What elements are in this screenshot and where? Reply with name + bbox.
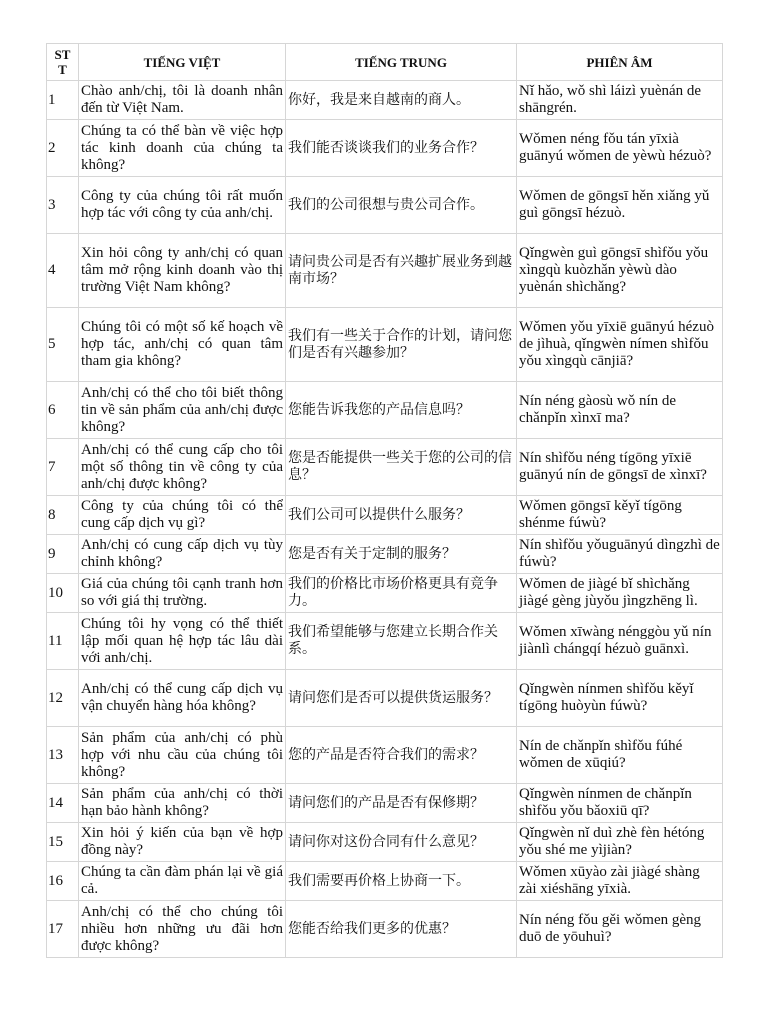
chinese-text: 请问你对这份合同有什么意见？ (286, 823, 517, 862)
pinyin-text: Wǒmen xūyào zài jiàgé shàng zài xiéshāng yīxià. (517, 862, 723, 901)
pinyin-text: Wǒmen gōngsī kěyǐ tígōng shénme fúwù? (517, 496, 723, 535)
pinyin-text: Qǐngwèn nínmen shìfǒu kěyǐ tígōng huòyùn fúwù? (517, 670, 723, 727)
pinyin-text: Wǒmen xīwàng nénggòu yǔ nín jiànlì chángqí hézuò guānxì. (517, 613, 723, 670)
vietnamese-text: Sản phẩm của anh/chị có thời hạn bảo hành không? (79, 784, 286, 823)
pinyin-text: Nín néng gàosù wǒ nín de chǎnpǐn xìnxī ma? (517, 382, 723, 439)
chinese-text: 您是否能提供一些关于您的公司的信息？ (286, 439, 517, 496)
row-number: 17 (47, 901, 79, 958)
chinese-text: 您能告诉我您的产品信息吗？ (286, 382, 517, 439)
chinese-text: 我们的公司很想与贵公司合作。 (286, 177, 517, 234)
pinyin-text: Nín shìfǒu néng tígōng yīxiē guānyú nín de gōngsī de xìnxī? (517, 439, 723, 496)
row-number: 14 (47, 784, 79, 823)
chinese-text: 我们有一些关于合作的计划，请问您们是否有兴趣参加？ (286, 308, 517, 382)
row-number: 2 (47, 120, 79, 177)
row-number: 16 (47, 862, 79, 901)
pinyin-text: Qǐngwèn nǐ duì zhè fèn hétóng yǒu shé me yìjiàn? (517, 823, 723, 862)
row-number: 8 (47, 496, 79, 535)
table-row (47, 535, 723, 574)
vietnamese-text: Xin hỏi công ty anh/chị có quan tâm mở rộng kinh doanh vào thị trường Việt Nam không? (79, 234, 286, 308)
table-row (47, 784, 723, 823)
vietnamese-text: Anh/chị có thể cung cấp cho tôi một số thông tin về công ty của anh/chị được không? (79, 439, 286, 496)
header-stt: STT (47, 44, 79, 81)
header-chinese: TIẾNG TRUNG (286, 44, 517, 81)
pinyin-text: Wǒmen de gōngsī hěn xiǎng yǔ guì gōngsī hézuò. (517, 177, 723, 234)
vietnamese-text: Anh/chị có thể cho chúng tôi nhiều hơn những ưu đãi hơn được không? (79, 901, 286, 958)
vietnamese-text: Anh/chị có cung cấp dịch vụ tùy chỉnh không? (79, 535, 286, 574)
table-row (47, 439, 723, 496)
table-row (47, 120, 723, 177)
chinese-text: 请问您们的产品是否有保修期？ (286, 784, 517, 823)
document-page (46, 43, 722, 958)
header-pinyin: PHIÊN ÂM (517, 44, 723, 81)
pinyin-text: Nín shìfǒu yǒuguānyú dìngzhì de fúwù? (517, 535, 723, 574)
vietnamese-text: Sản phẩm của anh/chị có phù hợp với nhu cầu của chúng tôi không? (79, 727, 286, 784)
pinyin-text: Wǒmen yǒu yīxiē guānyú hézuò de jìhuà, qǐngwèn nímen shìfǒu yǒu xìngqù cānjiā? (517, 308, 723, 382)
pinyin-text: Nǐ hǎo, wǒ shì láizì yuènán de shāngrén. (517, 81, 723, 120)
table-row (47, 670, 723, 727)
row-number: 7 (47, 439, 79, 496)
table-row (47, 574, 723, 613)
chinese-text: 我们希望能够与您建立长期合作关系。 (286, 613, 517, 670)
vietnamese-text: Chào anh/chị, tôi là doanh nhân đến từ Việt Nam. (79, 81, 286, 120)
row-number: 10 (47, 574, 79, 613)
chinese-text: 请问您们是否可以提供货运服务？ (286, 670, 517, 727)
vietnamese-text: Công ty của chúng tôi rất muốn hợp tác với công ty của anh/chị. (79, 177, 286, 234)
vietnamese-text: Chúng ta cần đàm phán lại về giá cả. (79, 862, 286, 901)
chinese-text: 我们能否谈谈我们的业务合作？ (286, 120, 517, 177)
row-number: 9 (47, 535, 79, 574)
table-body (47, 81, 723, 958)
table-header-row (47, 44, 723, 81)
pinyin-text: Wǒmen de jiàgé bǐ shìchǎng jiàgé gèng jùyǒu jìngzhēng lì. (517, 574, 723, 613)
pinyin-text: Qǐngwèn nínmen de chǎnpǐn shìfǒu yǒu bǎoxiū qī? (517, 784, 723, 823)
table-row (47, 862, 723, 901)
pinyin-text: Nín de chǎnpǐn shìfǒu fúhé wǒmen de xūqiú? (517, 727, 723, 784)
pinyin-text: Nín néng fǒu gěi wǒmen gèng duō de yōuhuì? (517, 901, 723, 958)
header-vietnamese: TIẾNG VIỆT (79, 44, 286, 81)
row-number: 13 (47, 727, 79, 784)
table-row (47, 81, 723, 120)
pinyin-text: Wǒmen néng fǒu tán yīxià guānyú wǒmen de yèwù hézuò? (517, 120, 723, 177)
row-number: 11 (47, 613, 79, 670)
chinese-text: 你好，我是来自越南的商人。 (286, 81, 517, 120)
table-row (47, 177, 723, 234)
row-number: 12 (47, 670, 79, 727)
row-number: 6 (47, 382, 79, 439)
table-row (47, 496, 723, 535)
row-number: 15 (47, 823, 79, 862)
vietnamese-text: Anh/chị có thể cung cấp dịch vụ vận chuyển hàng hóa không? (79, 670, 286, 727)
vietnamese-text: Chúng ta có thể bàn về việc hợp tác kinh doanh của chúng ta không? (79, 120, 286, 177)
row-number: 4 (47, 234, 79, 308)
phrase-table (46, 43, 723, 958)
chinese-text: 我们需要再价格上协商一下。 (286, 862, 517, 901)
vietnamese-text: Chúng tôi hy vọng có thể thiết lập mối quan hệ hợp tác lâu dài với anh/chị. (79, 613, 286, 670)
chinese-text: 您是否有关于定制的服务？ (286, 535, 517, 574)
table-row (47, 234, 723, 308)
chinese-text: 我们公司可以提供什么服务？ (286, 496, 517, 535)
chinese-text: 请问贵公司是否有兴趣扩展业务到越南市场？ (286, 234, 517, 308)
chinese-text: 您能否给我们更多的优惠？ (286, 901, 517, 958)
vietnamese-text: Công ty của chúng tôi có thể cung cấp dịch vụ gì? (79, 496, 286, 535)
row-number: 1 (47, 81, 79, 120)
table-row (47, 727, 723, 784)
table-row (47, 823, 723, 862)
vietnamese-text: Xin hỏi ý kiến của bạn về hợp đồng này? (79, 823, 286, 862)
row-number: 5 (47, 308, 79, 382)
row-number: 3 (47, 177, 79, 234)
pinyin-text: Qǐngwèn guì gōngsī shìfǒu yǒu xìngqù kuòzhǎn yèwù dào yuènán shìchǎng? (517, 234, 723, 308)
vietnamese-text: Anh/chị có thể cho tôi biết thông tin về sản phẩm của anh/chị được không? (79, 382, 286, 439)
vietnamese-text: Chúng tôi có một số kế hoạch về hợp tác, anh/chị có quan tâm tham gia không? (79, 308, 286, 382)
table-row (47, 382, 723, 439)
table-row (47, 901, 723, 958)
chinese-text: 我们的价格比市场价格更具有竞争力。 (286, 574, 517, 613)
table-row (47, 308, 723, 382)
chinese-text: 您的产品是否符合我们的需求？ (286, 727, 517, 784)
vietnamese-text: Giá của chúng tôi cạnh tranh hơn so với giá thị trường. (79, 574, 286, 613)
table-row (47, 613, 723, 670)
